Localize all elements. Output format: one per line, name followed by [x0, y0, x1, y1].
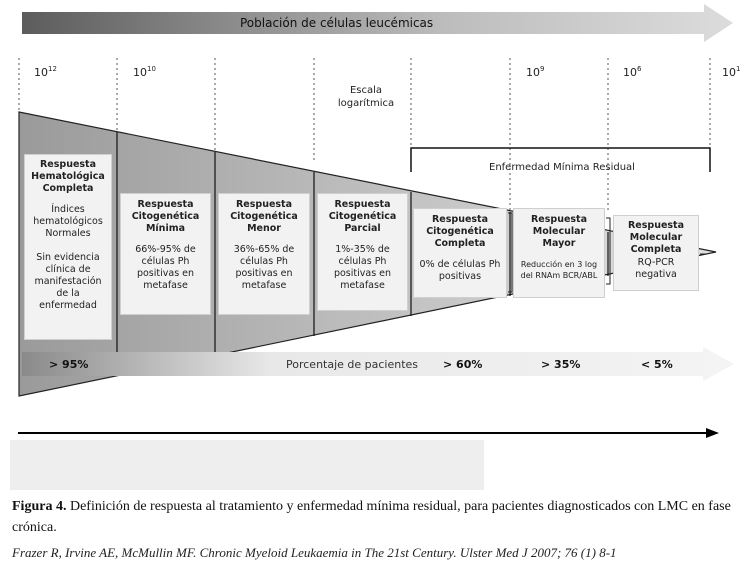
figure-source: Frazer R, Irvine AE, McMullin MF. Chronic Myeloid Leukaemia in The 21st Century. Ulster Med J 2007; 76 (1) 8-1 [12, 545, 617, 560]
power-1e12: $10^{12}$ [34, 65, 57, 79]
response-hematologic-complete: Respuesta Hematológica Completa Índices hematológicos Normales Sin evidencia clínica de manifestación de la enfermedad [24, 154, 112, 340]
mrd-label: Enfermedad Mínima Residual [489, 162, 635, 173]
pct-hematologic: > 95% [49, 358, 89, 371]
response-molecular-complete: Respuesta Molecular Completa RQ-PCR negativa [613, 215, 699, 291]
response-cytogenetic-minimal: Respuesta Citogenética Mínima 66%-95% de células Ph positivas en metafase [120, 193, 211, 315]
figure-caption: Figura 4. Definición de respuesta al tratamiento y enfermedad mínima residual, para pacientes diagnosticados con LMC en fase crónica. [12, 499, 731, 535]
pct-cytogenetic-complete: > 60% [443, 358, 483, 371]
gray-panel [10, 440, 484, 490]
power-1e1: $10^1$ [722, 65, 741, 79]
response-cytogenetic-partial: Respuesta Citogenética Parcial 1%-35% de células Ph positivas en metafase [317, 193, 408, 311]
response-cytogenetic-minor: Respuesta Citogenética Menor 36%-65% de células Ph positivas en metafase [218, 193, 310, 315]
power-1e10: $10^{10}$ [133, 65, 156, 79]
power-1e6: $10^6$ [623, 65, 642, 79]
timeline-arrow [18, 428, 719, 438]
patients-label: Porcentaje de pacientes [286, 358, 419, 371]
population-label: Población de células leucémicas [240, 16, 434, 30]
response-cytogenetic-complete: Respuesta Citogenética Completa 0% de células Ph positivas [413, 208, 507, 298]
pct-molecular-complete: < 5% [641, 358, 673, 371]
power-1e9: $10^9$ [526, 65, 545, 79]
response-molecular-major: Respuesta Molecular Mayor Reducción en 3 log del RNAm BCR/ABL [513, 208, 605, 298]
scale-label: Escala logarítmica [337, 85, 395, 109]
pct-molecular-major: > 35% [541, 358, 581, 371]
